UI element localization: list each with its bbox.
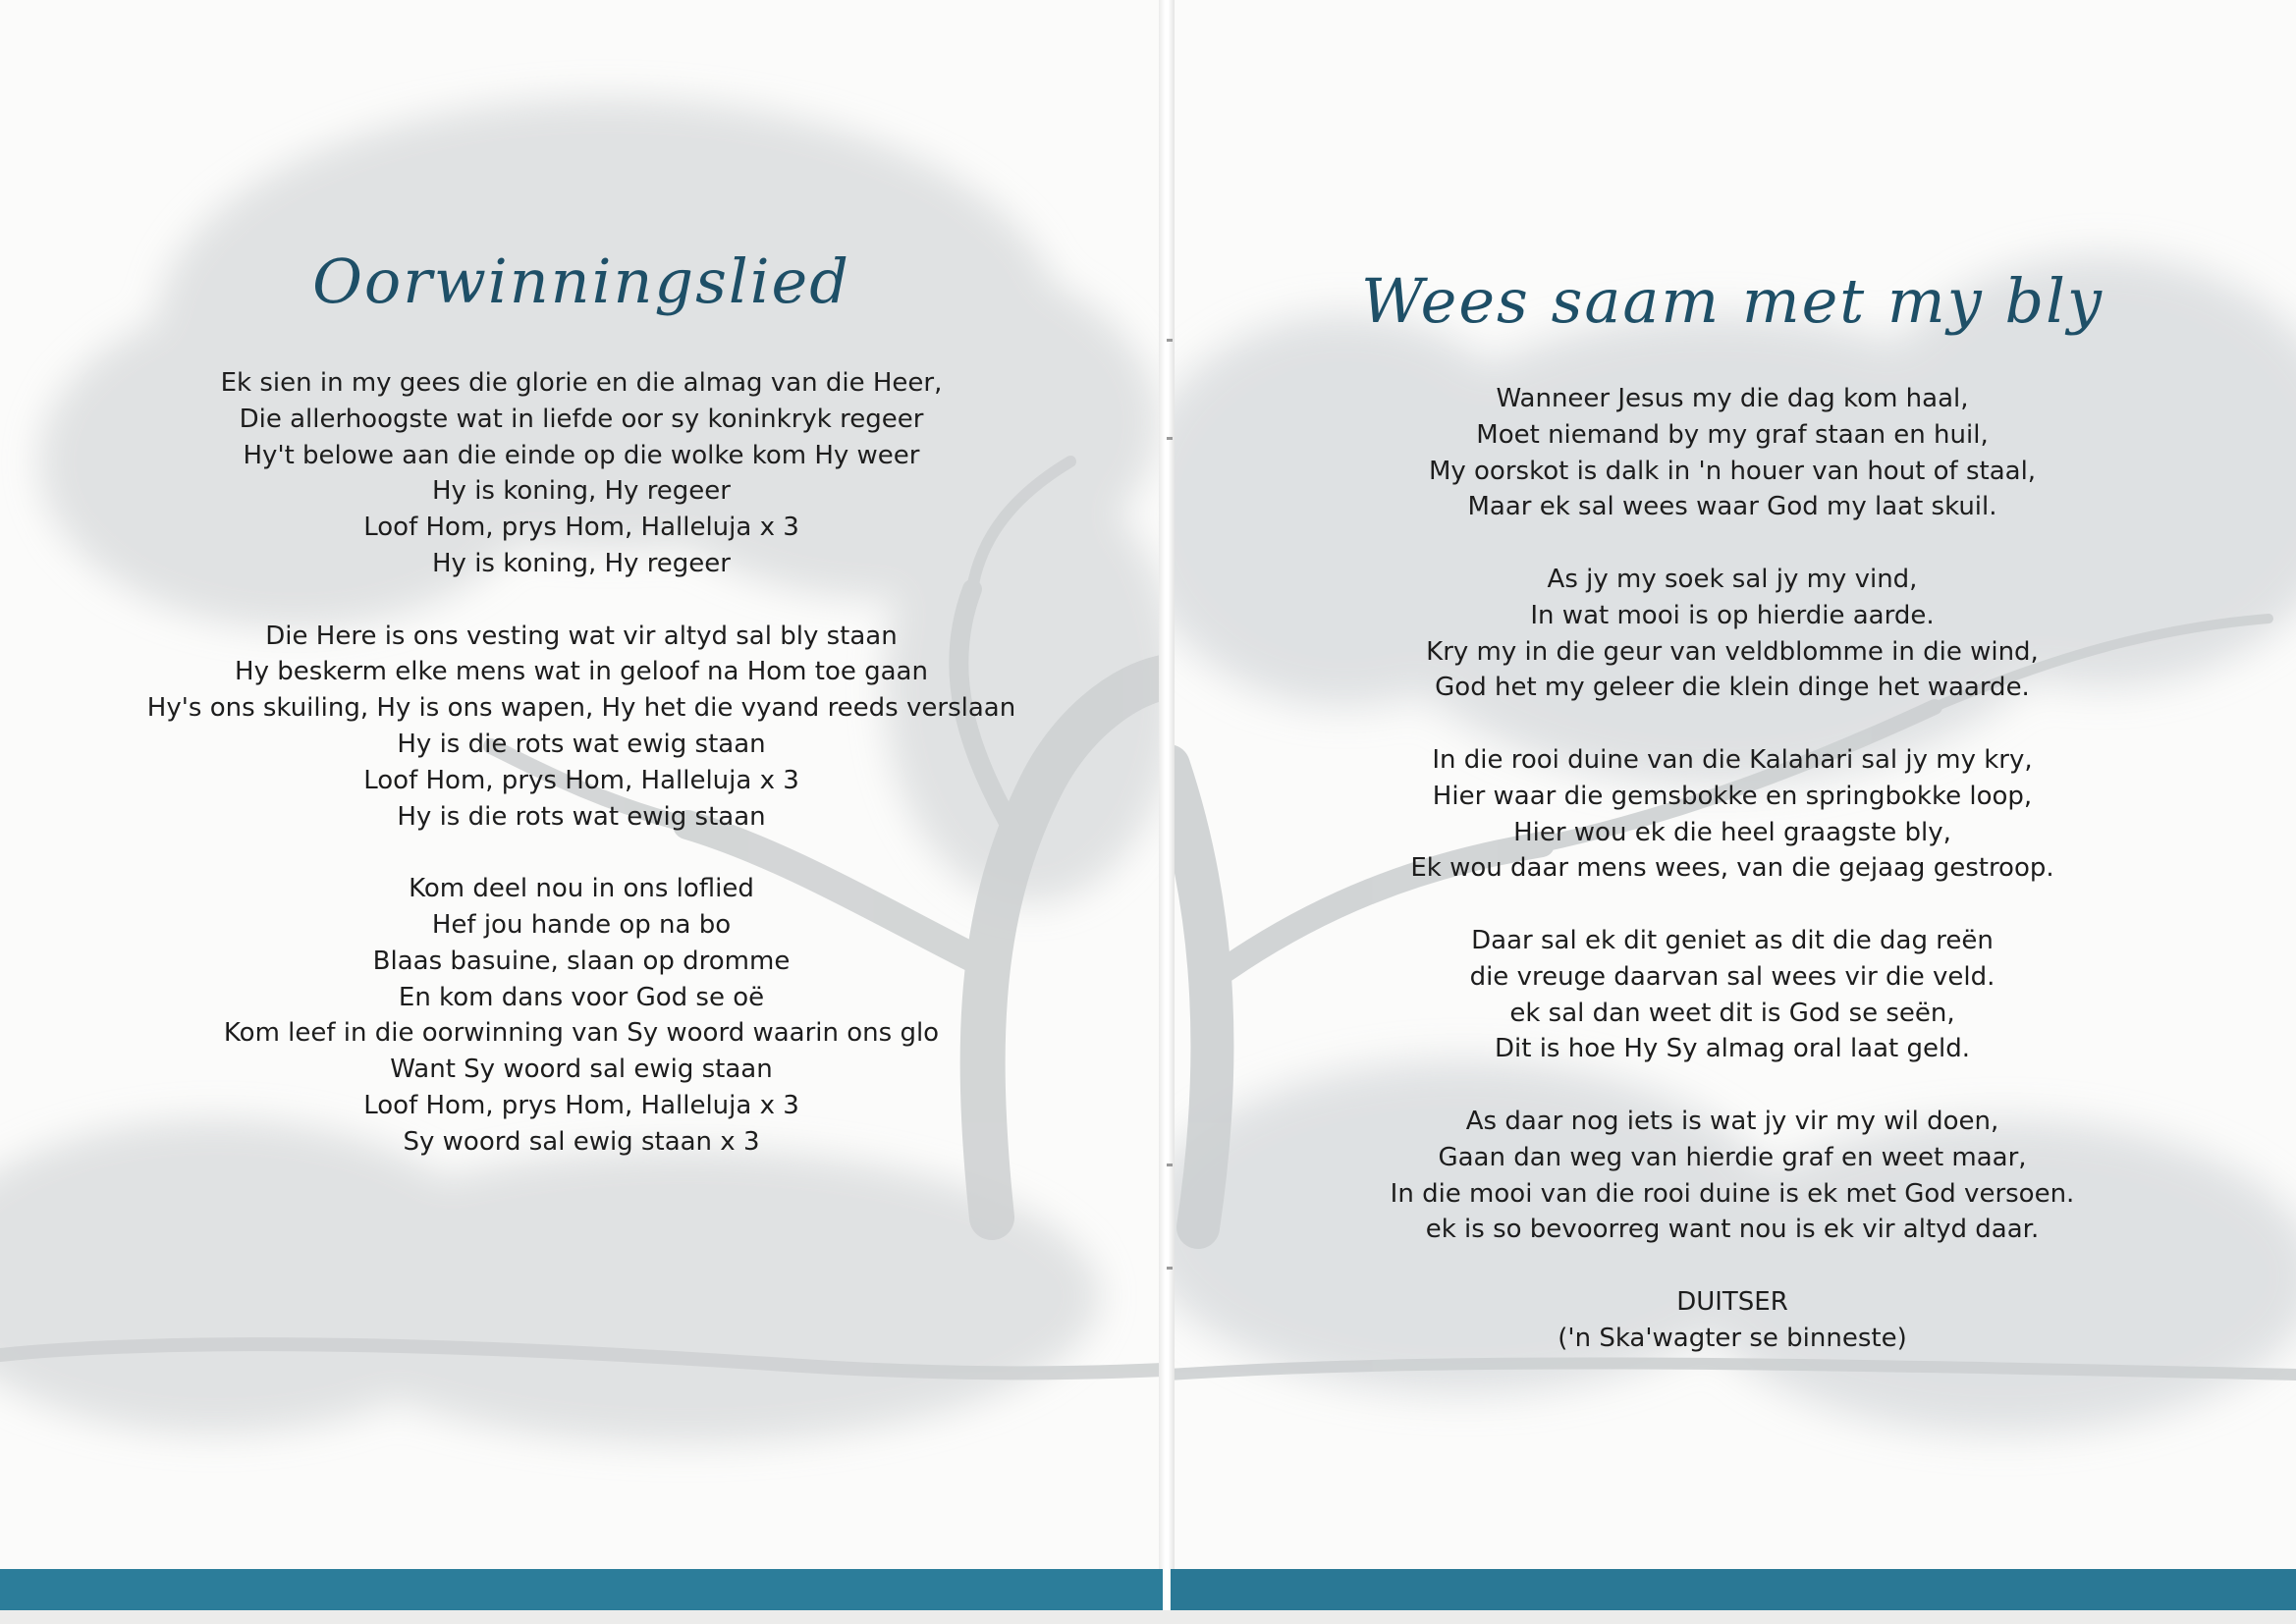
song-title: Oorwinningslied <box>312 245 850 317</box>
footer-band <box>0 1569 1163 1610</box>
lyric-line: Die Here is ons vesting wat vir altyd sal bly staan <box>265 621 898 651</box>
staple-mark <box>1167 437 1173 440</box>
stanza <box>1169 1104 2296 1248</box>
stanza <box>1169 381 2296 525</box>
lyric-line: Ek sien in my gees die glorie en die almag van die Heer, <box>220 368 943 398</box>
lyric-line: Ek wou daar mens wees, van die gejaag gestroop. <box>1410 853 2054 884</box>
lyric-line: Maar ek sal wees waar God my laat skuil. <box>1467 492 1997 522</box>
lyric-line: Wanneer Jesus my die dag kom haal, <box>1496 384 1969 413</box>
lyric-line: die vreuge daarvan sal wees vir die veld. <box>1469 961 1995 992</box>
lyric-line: ek is so bevoorreg want nou is ek vir altyd daar. <box>1425 1215 2040 1245</box>
stanza <box>0 365 1163 582</box>
lyric-line: Hy beskerm elke mens wat in geloof na Hom toe gaan <box>235 657 928 687</box>
lyric-line: Hy is koning, Hy regeer <box>432 476 731 507</box>
page-bottom-edge <box>0 1610 2296 1624</box>
lyric-line: Loof Hom, prys Hom, Halleluja x 3 <box>363 765 799 795</box>
lyric-line: Hier waar die gemsbokke en springbokke loop, <box>1432 781 2033 811</box>
attribution <box>1169 1284 2296 1357</box>
stanza <box>1169 742 2296 887</box>
lyric-line: In die rooi duine van die Kalahari sal jy my kry, <box>1432 744 2033 775</box>
lyric-line: Hef jou hande op na bo <box>431 909 732 940</box>
footer-band <box>1171 1569 2296 1610</box>
lyric-line: Die allerhoogste wat in liefde oor sy koninkryk regeer <box>239 404 924 434</box>
lyric-line: Hy is koning, Hy regeer <box>432 548 731 578</box>
book-gutter <box>1159 0 1175 1624</box>
lyric-line: Gaan dan weg van hierdie graf en weet maar, <box>1438 1142 2027 1172</box>
lyric-line: God het my geleer die klein dinge het waarde. <box>1435 673 2030 703</box>
author-note: ('n Ska'wagter se binneste) <box>1558 1323 1907 1353</box>
lyric-line: Kom leef in die oorwinning van Sy woord waarin ons glo <box>223 1018 940 1049</box>
song-lyrics <box>1169 381 2296 1392</box>
staple-mark <box>1167 1267 1173 1270</box>
song-lyrics <box>0 365 1163 1196</box>
lyric-line: In die mooi van die rooi duine is ek met God versoen. <box>1390 1178 2075 1209</box>
staple-mark <box>1167 339 1173 342</box>
lyric-line: Hy is die rots wat ewig staan <box>397 801 766 832</box>
lyric-line: Blaas basuine, slaan op dromme <box>372 946 791 976</box>
stanza <box>0 871 1163 1160</box>
lyric-line: Sy woord sal ewig staan x 3 <box>403 1126 760 1157</box>
lyric-line: Want Sy woord sal ewig staan <box>390 1055 773 1085</box>
right-page <box>1169 0 2296 1624</box>
lyric-line: Loof Hom, prys Hom, Halleluja x 3 <box>363 513 799 543</box>
lyric-line: Daar sal ek dit geniet as dit die dag reën <box>1471 925 1994 955</box>
stanza <box>0 619 1163 836</box>
stanza <box>1169 923 2296 1067</box>
lyric-line: Hier wou ek die heel graagste bly, <box>1513 817 1951 847</box>
lyric-line: Hy't belowe aan die einde op die wolke kom Hy weer <box>243 440 920 470</box>
stanza <box>1169 562 2296 706</box>
lyric-line: Moet niemand by my graf staan en huil, <box>1476 419 1989 450</box>
lyric-line: ek sal dan weet dit is God se seën, <box>1509 998 1955 1028</box>
lyric-line: In wat mooi is op hierdie aarde. <box>1530 600 1935 630</box>
lyric-line: Hy's ons skuiling, Hy is ons wapen, Hy het die vyand reeds verslaan <box>146 693 1016 724</box>
lyric-line: Hy is die rots wat ewig staan <box>397 729 766 759</box>
lyric-line: As jy my soek sal jy my vind, <box>1547 564 1918 594</box>
lyric-line: Kry my in die geur van veldblomme in die wind, <box>1426 636 2039 667</box>
song-title: Wees saam met my bly <box>1361 265 2104 337</box>
lyric-line: En kom dans voor God se oë <box>398 982 765 1012</box>
lyric-line: As daar nog iets is wat jy vir my wil doen, <box>1465 1106 1999 1136</box>
staple-mark <box>1167 1164 1173 1166</box>
lyric-line: Dit is hoe Hy Sy almag oral laat geld. <box>1495 1034 1970 1064</box>
lyric-line: Loof Hom, prys Hom, Halleluja x 3 <box>363 1090 799 1120</box>
lyric-line: Kom deel nou in ons loflied <box>409 874 754 904</box>
lyric-line: My oorskot is dalk in 'n houer van hout of staal, <box>1428 456 2037 486</box>
author-name: DUITSER <box>1676 1286 1788 1317</box>
